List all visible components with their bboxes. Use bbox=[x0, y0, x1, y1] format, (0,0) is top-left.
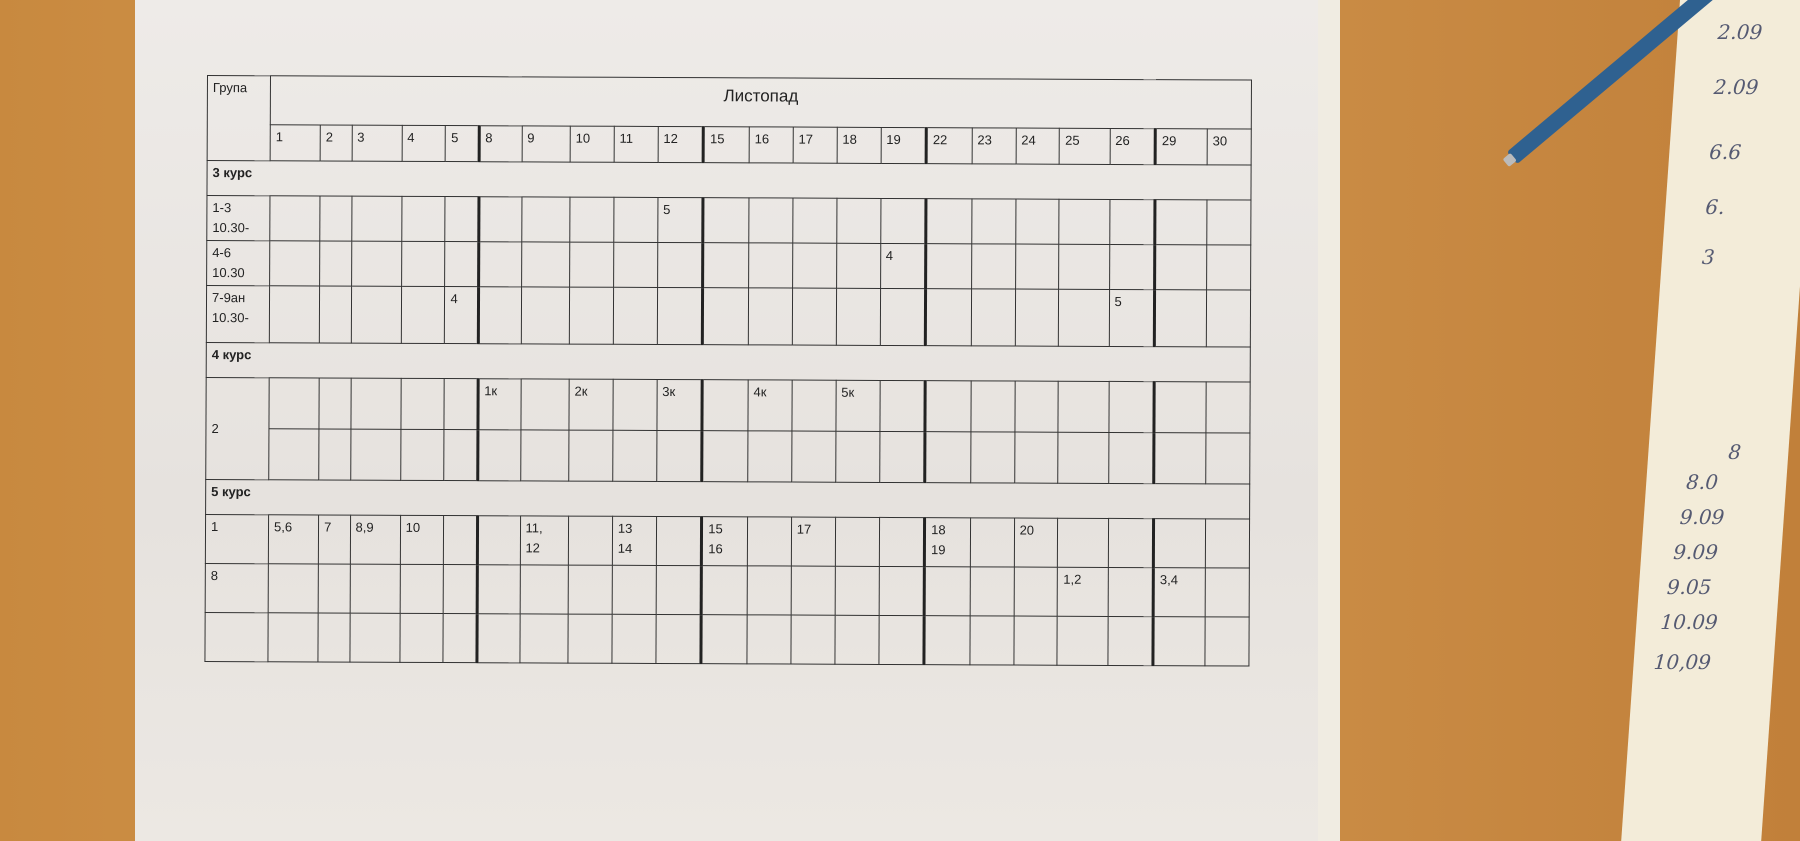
group-cell: 1-3 10.30- bbox=[207, 196, 270, 241]
table-row bbox=[206, 286, 1250, 348]
day-cell bbox=[400, 613, 444, 662]
day-cell bbox=[569, 430, 613, 481]
handwritten-note: 9.09 bbox=[1672, 540, 1719, 564]
day-cell bbox=[703, 243, 749, 288]
day-header: 22 bbox=[926, 127, 972, 163]
day-cell bbox=[1153, 617, 1205, 666]
day-header: 9 bbox=[522, 126, 571, 162]
day-cell bbox=[971, 381, 1015, 432]
group-cell bbox=[205, 612, 268, 661]
handwritten-note: 2.09 bbox=[1713, 75, 1760, 99]
day-header: 24 bbox=[1016, 128, 1060, 164]
day-cell bbox=[836, 198, 880, 243]
day-cell bbox=[1057, 616, 1107, 665]
day-cell bbox=[349, 613, 399, 662]
day-cell bbox=[269, 378, 319, 429]
day-cell bbox=[613, 379, 657, 430]
day-cell bbox=[351, 241, 401, 286]
day-cell bbox=[836, 243, 880, 288]
day-cell bbox=[970, 518, 1014, 567]
day-cell bbox=[444, 379, 477, 430]
group-header: Група bbox=[207, 76, 270, 161]
day-cell bbox=[657, 242, 703, 287]
day-cell bbox=[656, 565, 702, 614]
day-cell: 4 bbox=[445, 287, 478, 344]
day-cell: 20 bbox=[1014, 518, 1058, 567]
day-header: 16 bbox=[749, 127, 793, 163]
day-cell bbox=[703, 198, 749, 243]
day-cell bbox=[1109, 244, 1155, 289]
day-cell bbox=[749, 198, 793, 243]
day-cell bbox=[791, 431, 835, 482]
day-cell bbox=[656, 516, 702, 565]
day-cell bbox=[1107, 616, 1153, 665]
table-row bbox=[207, 241, 1251, 291]
day-header: 15 bbox=[703, 126, 749, 162]
day-cell bbox=[1014, 432, 1058, 483]
day-cell bbox=[521, 287, 570, 344]
section-title: 4 курс bbox=[206, 342, 1250, 382]
day-cell bbox=[520, 430, 569, 481]
day-cell bbox=[793, 198, 837, 243]
day-cell bbox=[613, 430, 657, 481]
day-cell bbox=[1206, 433, 1250, 484]
day-cell bbox=[350, 429, 400, 480]
schedule-table bbox=[204, 75, 1252, 667]
sheet-edge bbox=[1318, 0, 1340, 841]
day-cell bbox=[701, 615, 747, 664]
day-cell bbox=[568, 516, 612, 565]
day-cell bbox=[924, 567, 970, 616]
day-cell bbox=[1206, 382, 1250, 433]
day-cell bbox=[836, 288, 880, 345]
group-cell: 8 bbox=[205, 563, 268, 612]
day-cell bbox=[445, 242, 478, 287]
day-cell: 1,2 bbox=[1058, 567, 1108, 616]
day-cell bbox=[1058, 518, 1108, 567]
day-cell bbox=[702, 380, 748, 431]
day-header: 1 bbox=[270, 124, 320, 160]
day-cell bbox=[925, 289, 971, 346]
day-cell bbox=[269, 429, 319, 480]
day-cell bbox=[568, 565, 612, 614]
day-cell bbox=[792, 288, 836, 345]
day-cell bbox=[1015, 289, 1059, 346]
handwritten-note: 10,09 bbox=[1652, 650, 1712, 674]
day-cell bbox=[1205, 568, 1249, 617]
day-cell bbox=[1015, 381, 1059, 432]
day-cell bbox=[880, 198, 926, 243]
day-cell bbox=[1108, 567, 1154, 616]
day-cell bbox=[1015, 199, 1059, 244]
day-cell bbox=[401, 286, 445, 343]
day-header: 11 bbox=[614, 126, 658, 162]
day-header: 4 bbox=[402, 125, 446, 161]
day-cell bbox=[1205, 617, 1249, 666]
day-cell bbox=[878, 615, 924, 664]
day-cell: 3к bbox=[657, 379, 703, 430]
day-cell bbox=[477, 565, 520, 614]
day-cell bbox=[791, 566, 835, 615]
day-cell bbox=[926, 244, 972, 289]
day-header: 18 bbox=[837, 127, 881, 163]
day-cell bbox=[400, 429, 444, 480]
table-row bbox=[206, 428, 1250, 484]
day-cell bbox=[1207, 200, 1251, 245]
day-header: 30 bbox=[1207, 129, 1251, 165]
day-header: 12 bbox=[658, 126, 704, 162]
day-cell: 13 14 bbox=[612, 516, 656, 565]
day-cell bbox=[1059, 244, 1109, 289]
day-cell: 7 bbox=[318, 515, 350, 564]
day-header: 25 bbox=[1060, 128, 1110, 164]
day-cell: 17 bbox=[791, 517, 835, 566]
day-cell bbox=[350, 564, 400, 613]
day-cell bbox=[879, 517, 925, 566]
day-cell bbox=[656, 430, 702, 481]
day-cell bbox=[320, 241, 352, 286]
day-cell bbox=[792, 380, 836, 431]
day-cell bbox=[747, 615, 791, 664]
table-row bbox=[205, 514, 1249, 568]
day-cell bbox=[445, 197, 478, 242]
day-cell: 1к bbox=[478, 379, 521, 430]
day-cell bbox=[444, 430, 477, 481]
day-cell bbox=[1206, 290, 1250, 347]
section-title: 5 курс bbox=[206, 479, 1250, 519]
handwritten-note: 9.09 bbox=[1679, 505, 1726, 529]
day-cell bbox=[835, 566, 879, 615]
days-row bbox=[207, 124, 1251, 165]
day-cell bbox=[1154, 382, 1206, 433]
day-cell bbox=[1014, 567, 1058, 616]
day-cell bbox=[318, 564, 350, 613]
day-cell: 18 19 bbox=[924, 518, 970, 567]
table-row bbox=[205, 612, 1249, 666]
day-cell bbox=[1154, 519, 1206, 568]
day-cell bbox=[791, 615, 835, 664]
day-cell bbox=[319, 378, 351, 429]
day-header: 8 bbox=[479, 125, 522, 161]
day-cell bbox=[880, 288, 926, 345]
day-cell bbox=[792, 243, 836, 288]
day-cell bbox=[1108, 518, 1154, 567]
handwritten-note: 9.05 bbox=[1666, 575, 1713, 599]
day-cell bbox=[320, 196, 352, 241]
group-cell: 1 bbox=[205, 514, 268, 563]
day-cell bbox=[270, 196, 320, 241]
day-cell bbox=[319, 286, 351, 343]
day-cell bbox=[701, 566, 747, 615]
day-header: 2 bbox=[320, 125, 352, 161]
day-cell bbox=[613, 287, 657, 344]
day-header: 10 bbox=[570, 126, 614, 162]
day-cell bbox=[1015, 244, 1059, 289]
day-cell bbox=[319, 429, 351, 480]
handwritten-note: 8.0 bbox=[1685, 470, 1719, 494]
day-cell bbox=[703, 288, 749, 345]
section-title: 3 курс bbox=[207, 161, 1251, 201]
day-header: 17 bbox=[793, 127, 837, 163]
table-row bbox=[206, 377, 1250, 433]
day-cell: 4 bbox=[880, 243, 926, 288]
day-cell bbox=[748, 243, 792, 288]
day-cell bbox=[835, 517, 879, 566]
day-cell bbox=[519, 614, 568, 663]
header-row bbox=[207, 76, 1251, 129]
handwritten-note: 2.09 bbox=[1716, 20, 1764, 44]
day-cell: 2к bbox=[569, 379, 613, 430]
day-cell bbox=[401, 378, 445, 429]
day-cell bbox=[612, 614, 656, 663]
day-cell bbox=[925, 381, 971, 432]
day-cell bbox=[400, 564, 444, 613]
day-cell bbox=[614, 197, 658, 242]
day-cell bbox=[971, 244, 1015, 289]
day-cell bbox=[477, 430, 520, 481]
handwritten-note: 8 bbox=[1727, 440, 1742, 464]
day-cell bbox=[970, 616, 1014, 665]
day-cell bbox=[351, 196, 401, 241]
section-row bbox=[206, 342, 1250, 382]
day-cell bbox=[1058, 432, 1108, 483]
day-cell: 3,4 bbox=[1153, 568, 1205, 617]
day-cell bbox=[570, 197, 614, 242]
day-cell bbox=[656, 614, 702, 663]
day-cell bbox=[477, 516, 520, 565]
day-cell: 5,6 bbox=[268, 515, 318, 564]
day-cell bbox=[613, 242, 657, 287]
day-cell: 5 bbox=[657, 197, 703, 242]
day-cell bbox=[478, 242, 521, 287]
day-cell bbox=[747, 517, 791, 566]
day-cell bbox=[879, 431, 925, 482]
handwritten-note: 3 bbox=[1701, 245, 1716, 269]
group-cell: 7-9ан 10.30- bbox=[206, 286, 269, 343]
day-cell bbox=[1205, 519, 1249, 568]
section-row bbox=[206, 479, 1250, 519]
day-cell bbox=[970, 432, 1014, 483]
day-cell bbox=[1059, 199, 1109, 244]
day-header: 26 bbox=[1110, 128, 1156, 164]
day-cell bbox=[570, 242, 614, 287]
day-cell bbox=[612, 565, 656, 614]
day-cell bbox=[444, 565, 477, 614]
handwritten-note: 10.09 bbox=[1659, 610, 1719, 634]
day-cell: 11, 12 bbox=[520, 516, 569, 565]
day-cell bbox=[443, 614, 476, 663]
day-cell bbox=[568, 614, 612, 663]
day-header: 23 bbox=[972, 128, 1016, 164]
day-cell: 5 bbox=[1109, 289, 1155, 346]
day-cell bbox=[1108, 432, 1154, 483]
day-cell bbox=[835, 431, 879, 482]
day-header: 19 bbox=[881, 127, 927, 163]
day-cell bbox=[268, 613, 318, 662]
table-row bbox=[205, 563, 1249, 617]
day-cell bbox=[477, 614, 520, 663]
day-cell bbox=[268, 564, 318, 613]
day-cell bbox=[1207, 245, 1251, 290]
day-cell bbox=[748, 431, 792, 482]
day-cell bbox=[401, 241, 445, 286]
day-header: 5 bbox=[446, 125, 479, 161]
day-cell bbox=[1059, 289, 1109, 346]
day-cell bbox=[879, 566, 925, 615]
day-cell bbox=[520, 565, 569, 614]
day-cell bbox=[926, 199, 972, 244]
day-cell bbox=[1155, 245, 1207, 290]
handwritten-note: 6.6 bbox=[1708, 140, 1743, 164]
day-cell bbox=[350, 378, 400, 429]
day-cell bbox=[879, 380, 925, 431]
day-cell bbox=[401, 196, 445, 241]
day-cell bbox=[444, 516, 477, 565]
day-header: 3 bbox=[352, 125, 402, 161]
day-cell bbox=[1109, 199, 1155, 244]
day-cell bbox=[1058, 381, 1108, 432]
day-cell bbox=[925, 432, 971, 483]
group-cell: 4-6 10.30 bbox=[207, 241, 270, 286]
day-cell bbox=[1154, 290, 1206, 347]
day-cell bbox=[270, 241, 320, 286]
day-cell: 10 bbox=[400, 515, 444, 564]
day-cell bbox=[835, 615, 879, 664]
day-cell: 8,9 bbox=[350, 515, 400, 564]
day-cell: 5к bbox=[836, 380, 880, 431]
day-cell bbox=[970, 567, 1014, 616]
day-cell: 15 16 bbox=[702, 517, 748, 566]
group-cell: 2 bbox=[206, 377, 269, 479]
day-cell bbox=[351, 286, 401, 343]
day-cell bbox=[702, 431, 748, 482]
table-row bbox=[207, 196, 1251, 246]
month-header: Листопад bbox=[270, 76, 1251, 129]
day-cell bbox=[1014, 616, 1058, 665]
day-cell bbox=[924, 616, 970, 665]
day-cell bbox=[1154, 433, 1206, 484]
day-cell bbox=[971, 289, 1015, 346]
day-cell bbox=[657, 287, 703, 344]
day-cell bbox=[748, 288, 792, 345]
day-cell bbox=[478, 287, 521, 344]
section-row bbox=[207, 161, 1251, 201]
day-cell bbox=[569, 287, 613, 344]
day-cell bbox=[1108, 381, 1154, 432]
day-cell: 4к bbox=[748, 380, 792, 431]
day-cell bbox=[318, 613, 350, 662]
handwritten-note: 6. bbox=[1704, 195, 1726, 219]
day-cell bbox=[269, 286, 319, 343]
day-cell bbox=[747, 566, 791, 615]
day-cell bbox=[1155, 200, 1207, 245]
day-cell bbox=[521, 197, 570, 242]
day-cell bbox=[520, 379, 569, 430]
day-cell bbox=[478, 197, 521, 242]
day-cell bbox=[971, 199, 1015, 244]
day-cell bbox=[521, 242, 570, 287]
day-header: 29 bbox=[1155, 128, 1207, 165]
